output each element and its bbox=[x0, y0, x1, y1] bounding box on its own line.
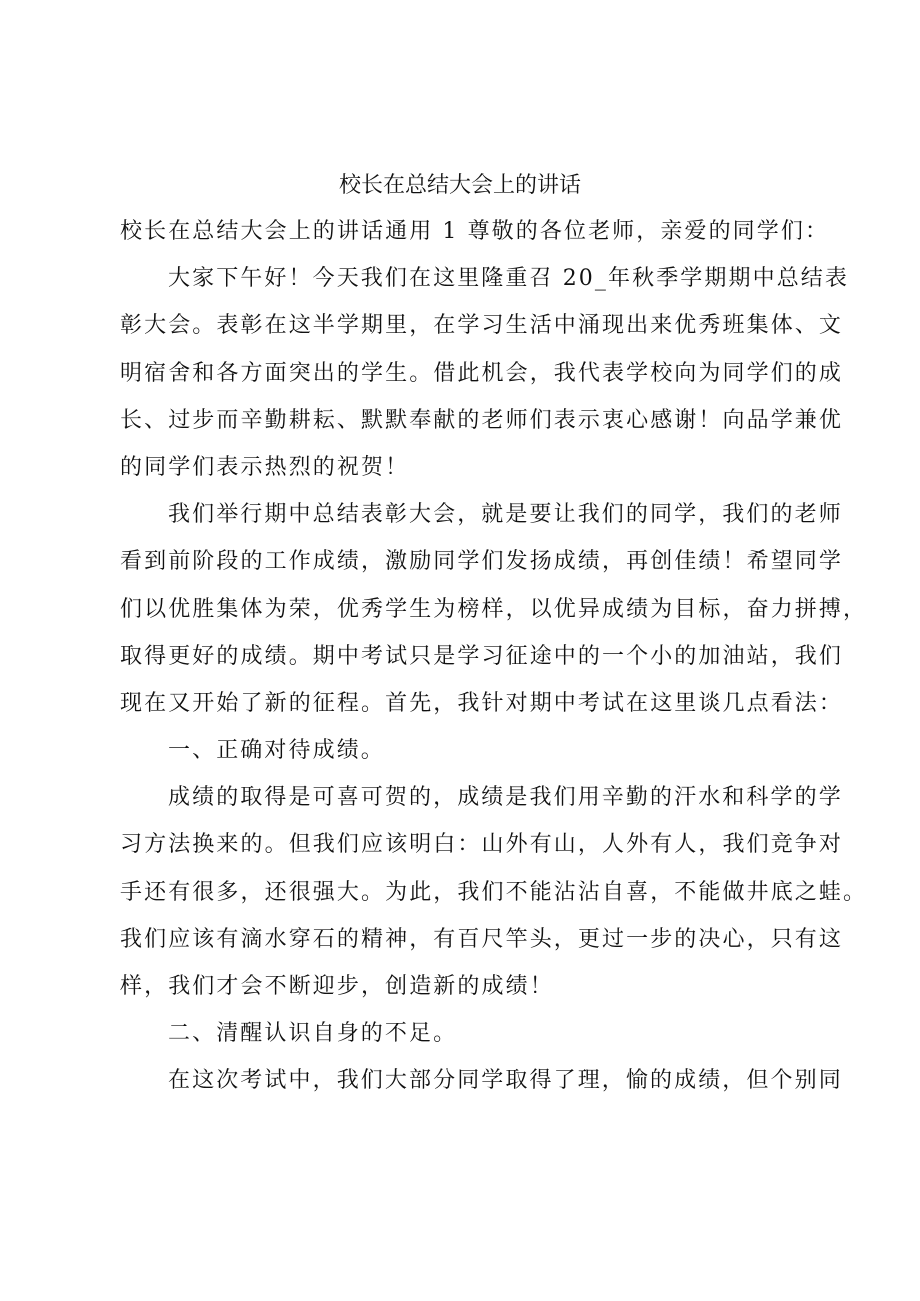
text-line: 成绩的取得是可喜可贺的，成绩是我们用辛勤的汗水和科学的学 bbox=[168, 785, 843, 811]
text-line: 彰大会。表彰在这半学期里，在学习生活中涌现出来优秀班集体、文 bbox=[120, 313, 844, 339]
text-line: 我们举行期中总结表彰大会，就是要让我们的同学，我们的老师 bbox=[168, 502, 843, 528]
text-line: 的同学们表示热烈的祝贺！ bbox=[120, 454, 410, 480]
text-line: 一、正确对待成绩。 bbox=[168, 738, 385, 764]
text-line: 样，我们才会不断迎步，创造新的成绩！ bbox=[120, 974, 554, 999]
text-line: 在这次考试中，我们大部分同学取得了理，愉的成绩，但个别同 bbox=[168, 1068, 843, 1094]
document-title: 校长在总结大会上的讲话 bbox=[338, 173, 581, 198]
text-line: 二、清醒认识自身的不足。 bbox=[168, 1021, 458, 1047]
text-line: 现在又开始了新的征程。首先，我针对期中考试在这里谈几点看法： bbox=[120, 690, 844, 716]
text-line: 习方法换来的。但我们应该明白：山外有山，人外有人，我们竞争对 bbox=[120, 832, 844, 858]
text-line: 大家下午好！今天我们在这里隆重召 20_年秋季学期期中总结表 bbox=[168, 266, 849, 292]
text-line: 长、过步而辛勤耕耘、默默奉献的老师们表示衷心感谢！向品学兼优 bbox=[120, 407, 844, 433]
text-line: 我们应该有滴水穿石的精神，有百尺竿头，更过一步的决心，只有这 bbox=[120, 926, 844, 952]
text-line: 明宿舍和各方面突出的学生。借此机会，我代表学校向为同学们的成 bbox=[120, 360, 844, 386]
text-line: 看到前阶段的工作成绩，激励同学们发扬成绩，再创佳绩！希望同学 bbox=[120, 549, 844, 575]
text-line: 取得更好的成绩。期中考试只是学习征途中的一个小的加油站，我们 bbox=[120, 643, 844, 669]
text-line: 校长在总结大会上的讲话通用 1 尊敬的各位老师，亲爱的同学们： bbox=[120, 219, 830, 244]
document-body bbox=[120, 215, 868, 1112]
text-line: 们以优胜集体为荣，优秀学生为榜样，以优异成绩为目标，奋力拼搏， bbox=[120, 596, 868, 622]
text-line: 手还有很多，还很强大。为此，我们不能沾沾自喜，不能做井底之蛙。 bbox=[120, 879, 868, 905]
